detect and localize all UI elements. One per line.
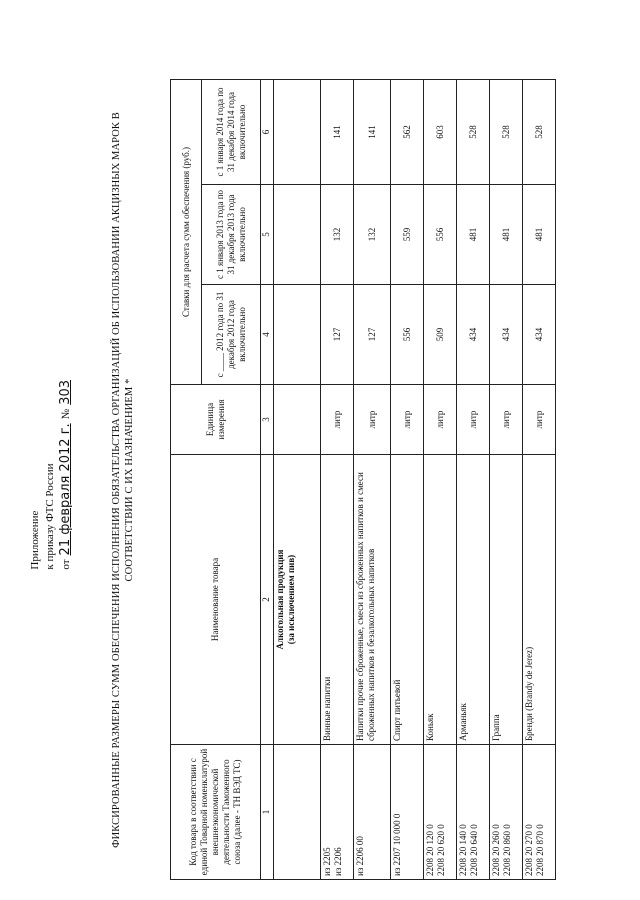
- rate-2012-cell: 509: [424, 285, 457, 385]
- code-cell: из 2205 из 2206: [321, 745, 354, 880]
- title-line-2: СООТВЕТСТВИИ С ИХ НАЗНАЧЕНИЕМ *: [124, 378, 135, 582]
- rate-2013-cell: 132: [321, 185, 354, 285]
- code-cell: 2208 20 260 0 2208 20 860 0: [490, 745, 523, 880]
- document-page: [20, 10, 620, 890]
- header-name: Наименование товара: [171, 455, 261, 745]
- unit-cell: литр: [523, 385, 556, 455]
- header-period-2013: с 1 января 2013 года по 31 декабря 2013 года включительно: [202, 185, 261, 285]
- code-cell: 2208 20 270 0 2208 20 870 0: [523, 745, 556, 880]
- code-cell: 2208 20 120 0 2208 20 620 0: [424, 745, 457, 880]
- column-index: 5: [261, 185, 274, 285]
- appendix-header: [28, 380, 74, 570]
- date-prefix: от: [60, 559, 72, 570]
- unit-cell: литр: [457, 385, 490, 455]
- table-row: [391, 79, 424, 879]
- unit-cell: литр: [321, 385, 354, 455]
- code-cell: из 2207 10 000 0: [391, 745, 424, 880]
- unit-cell: литр: [490, 385, 523, 455]
- order-number: 303: [58, 380, 73, 405]
- name-cell: Граппа: [490, 455, 523, 745]
- rate-2012-cell: 434: [523, 285, 556, 385]
- order-date: 21 февраля 2012 г.: [58, 423, 73, 556]
- rate-2014-cell: 141: [354, 79, 391, 184]
- section-row: [274, 79, 321, 879]
- rate-2012-cell: 127: [321, 285, 354, 385]
- table-row: [490, 79, 523, 879]
- unit-cell: литр: [354, 385, 391, 455]
- rate-2013-cell: 481: [457, 185, 490, 285]
- section-title: [274, 455, 321, 745]
- header-period-2014: с 1 января 2014 года по 31 декабря 2014 года включительно: [202, 79, 261, 184]
- name-cell: Коньяк: [424, 455, 457, 745]
- rate-2014-cell: 528: [523, 79, 556, 184]
- name-cell: Бренди (Brandy de Jerez): [523, 455, 556, 745]
- title-line-1: ФИКСИРОВАННЫЕ РАЗМЕРЫ СУММ ОБЕСПЕЧЕНИЯ ИСПОЛНЕНИЯ ОБЯЗАТЕЛЬСТВА ОРГАНИЗАЦИЙ ОБ ИСПОЛЬЗОВАНИИ АКЦИЗНЫХ МАРОК В: [111, 112, 122, 848]
- name-cell: Напитки прочие сброженные, смеси из сброженных напитков и смеси сброженных напитков и безалкогольных напитков: [354, 455, 391, 745]
- column-index: 6: [261, 79, 274, 184]
- section-empty-cell: [274, 745, 321, 880]
- table-row: [321, 79, 354, 879]
- number-prefix: №: [60, 408, 72, 420]
- rate-2012-cell: 434: [490, 285, 523, 385]
- rate-2013-cell: 556: [424, 185, 457, 285]
- rate-2013-cell: 481: [490, 185, 523, 285]
- section-title-line-2: (за исключением пив): [286, 554, 296, 645]
- rates-table: [170, 79, 556, 880]
- rate-2013-cell: 132: [354, 185, 391, 285]
- table-row: [424, 79, 457, 879]
- column-index-row: [261, 79, 274, 879]
- order-date-line: [58, 380, 74, 570]
- table-body: [321, 79, 556, 879]
- section-empty-cell: [274, 79, 321, 184]
- rate-2014-cell: 603: [424, 79, 457, 184]
- document-title: [110, 90, 136, 870]
- rate-2013-cell: 559: [391, 185, 424, 285]
- name-cell: Арманьяк: [457, 455, 490, 745]
- column-index: 4: [261, 285, 274, 385]
- unit-cell: литр: [424, 385, 457, 455]
- rate-2014-cell: 528: [490, 79, 523, 184]
- name-cell: Винные напитки: [321, 455, 354, 745]
- rate-2013-cell: 481: [523, 185, 556, 285]
- section-empty-cell: [274, 385, 321, 455]
- rate-2012-cell: 127: [354, 285, 391, 385]
- section-empty-cell: [274, 285, 321, 385]
- table-row: [354, 79, 391, 879]
- code-cell: из 2206 00: [354, 745, 391, 880]
- order-reference: к приказу ФТС России: [44, 463, 56, 570]
- header-code: Код товара в соответствии с единой Товарной номенклатурой внешнеэкономической деятельности Таможенного союза (далее - ТН ВЭД ТС): [171, 745, 261, 880]
- rate-2014-cell: 528: [457, 79, 490, 184]
- section-title-line-1: Алкогольная продукция: [275, 549, 285, 650]
- table-row: [523, 79, 556, 879]
- column-index: 3: [261, 385, 274, 455]
- rate-2014-cell: 562: [391, 79, 424, 184]
- header-rates-group: Ставки для расчета сумм обеспечения (руб.): [171, 79, 202, 384]
- header-period-2012: с ____ 2012 года по 31 декабря 2012 года включительно: [202, 285, 261, 385]
- section-empty-cell: [274, 185, 321, 285]
- appendix-label: Приложение: [29, 510, 41, 570]
- code-cell: 2208 20 140 0 2208 20 640 0: [457, 745, 490, 880]
- rate-2012-cell: 556: [391, 285, 424, 385]
- table-row: [457, 79, 490, 879]
- name-cell: Спирт питьевой: [391, 455, 424, 745]
- rate-2014-cell: 141: [321, 79, 354, 184]
- column-index: 2: [261, 455, 274, 745]
- unit-cell: литр: [391, 385, 424, 455]
- header-unit: Единица измерения: [171, 385, 261, 455]
- column-index: 1: [261, 745, 274, 880]
- rate-2012-cell: 434: [457, 285, 490, 385]
